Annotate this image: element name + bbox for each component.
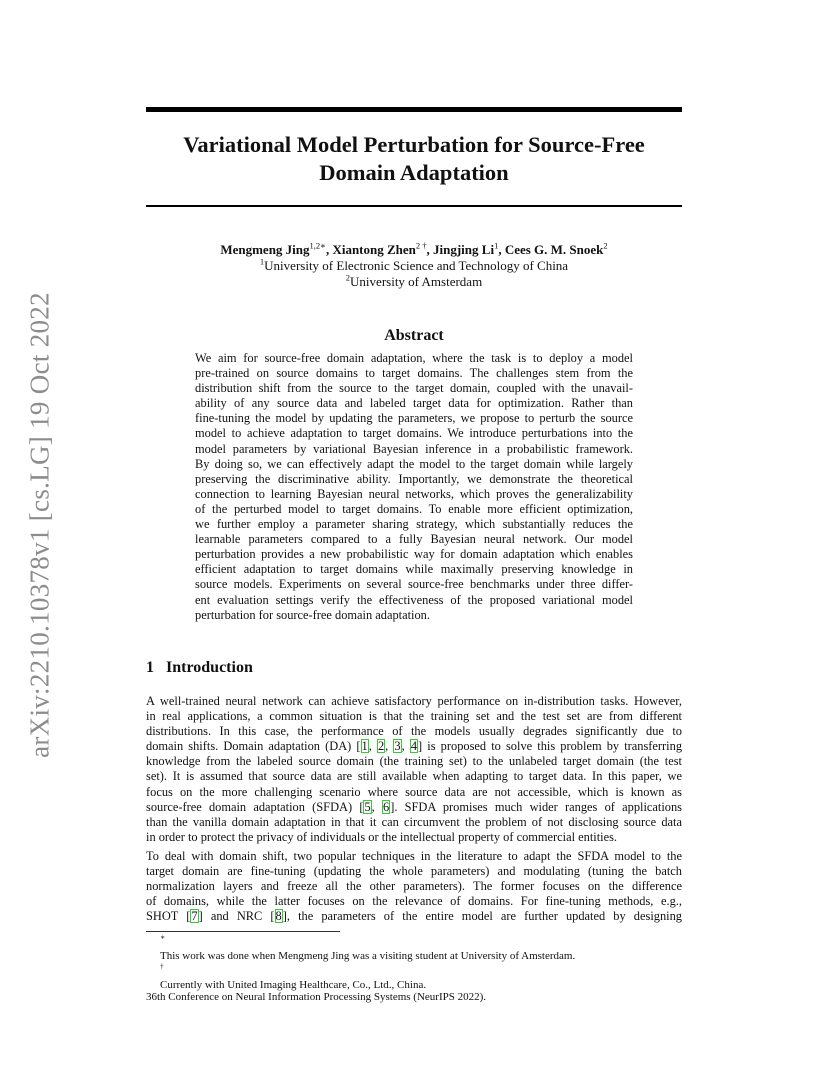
arxiv-stamp xyxy=(20,290,60,760)
title-top-rule xyxy=(146,107,682,112)
abstract-line: By doing so, we can effectively adapt the model to the target domain while largely xyxy=(195,456,633,471)
abstract-line: model to achieve adaptation to target domains. We introduce perturbations into the xyxy=(195,426,633,441)
section-heading xyxy=(146,659,253,677)
footnotes xyxy=(160,934,575,992)
abstract-line: pre-trained on source domains to target domains. The challenges stem from the xyxy=(195,366,633,381)
author-3-affil: 1 xyxy=(494,240,499,251)
text-line: domain shifts. Domain adaptation (DA) [1, 2, 3, 4] is proposed to solve this problem by transferring xyxy=(146,739,683,754)
citation-link[interactable]: 3 xyxy=(394,739,401,754)
citation-link[interactable]: 2 xyxy=(377,739,385,754)
abstract-line: learnable parameters compared to a fully Bayesian neural network. Our model xyxy=(195,532,633,547)
abstract-heading: Abstract xyxy=(384,327,444,344)
abstract-line: distribution shift from the source to the target domain, coupled with the unavail- xyxy=(195,381,633,396)
text-line: normalization layers and freeze all the other parameters). The former focuses on the difference xyxy=(146,879,682,894)
text-line: than the vanilla domain adaptation in that it can circumvent the problem of not disclosing source data xyxy=(146,814,682,829)
author-4-affil: 2 xyxy=(603,240,608,251)
abstract-line: efficient adaptation to target domains while maximally preserving knowledge in xyxy=(195,562,633,577)
footnote-rule xyxy=(146,931,340,932)
section-number: 1 xyxy=(146,659,154,676)
affiliation-2: $^2$University of Amsterdam xyxy=(345,272,483,289)
author-4: Cees G. M. Snoek xyxy=(504,242,604,257)
intro-paragraph-2 xyxy=(146,849,682,924)
author-1: Mengmeng Jing xyxy=(220,242,310,257)
citation-link[interactable]: 5 xyxy=(364,799,371,814)
abstract-line: perturbation provides a new probabilistic way for domain adaptation which enables xyxy=(195,547,633,562)
abstract-line: ability of any source data and labeled target data for optimization. Rather than xyxy=(195,396,633,411)
conference-note: 36th Conference on Neural Information Processing Systems (NeurIPS 2022). xyxy=(146,991,487,1003)
text-line: distributions. In this case, the performance of the models usually degrades significantly due to xyxy=(146,724,682,739)
author-2: Xiantong Zhen xyxy=(332,242,416,257)
title-line-2: Domain Adaptation xyxy=(319,160,509,185)
text-line: target domain are fine-tuning (updating the whole parameters) and modulating (tuning the batch xyxy=(146,864,682,879)
title-bottom-rule xyxy=(146,205,682,207)
author-names: Mengmeng Jing$^{1,2∗}$, Xiantong Zhen$^{2 \dagger}$, Jingjing Li$^1$, Cees G. M. Snoek$^2$ xyxy=(220,240,608,257)
citation-link[interactable]: 1 xyxy=(361,739,368,754)
text-line: focus on the more challenging scenario where source data are not accessible, which is known as xyxy=(146,784,682,799)
author-2-affil: 2 † xyxy=(415,240,427,251)
text-line: A well-trained neural network can achieve satisfactory performance on in-distribution tasks. However, xyxy=(146,694,682,708)
abstract-line: connection to learning Bayesian neural networks, which proves the generalizability xyxy=(195,486,633,501)
citation-link[interactable]: 8 xyxy=(275,909,282,924)
citation-link[interactable]: 7 xyxy=(191,909,198,924)
title-line-1: Variational Model Perturbation for Source-Free xyxy=(183,132,645,157)
abstract-line: of the perturbed model to target domains. To enable more efficient optimization, xyxy=(195,501,633,516)
author-1-mark: ∗ xyxy=(320,240,326,251)
paper-title xyxy=(146,131,682,187)
text-line: To deal with domain shift, two popular techniques in the literature to adapt the SFDA model to the xyxy=(146,849,682,863)
text-line: of domains, while the latter focuses on the relevance of domains. For fine-tuning methods, e.g., xyxy=(146,894,682,909)
abstract-line: we further employ a parameter sharing strategy, which substantially reduces the xyxy=(195,517,633,532)
abstract-line: source models. Experiments on several source-free benchmarks under three differ- xyxy=(195,577,633,592)
arxiv-id: arXiv:2210.10378v1 [cs.LG] 19 Oct 2022 xyxy=(24,292,55,758)
author-1-affil: 1,2 xyxy=(309,240,321,251)
footnote-1: ∗ This work was done when Mengmeng Jing was a visiting student at University of Amsterdam. xyxy=(160,932,576,962)
citation-link[interactable]: 4 xyxy=(410,739,418,754)
text-line: in real applications, a common situation is that the training set and the test set are from different xyxy=(146,709,682,724)
abstract-line: preserving the discriminative ability. Importantly, we demonstrate the theoretical xyxy=(195,471,633,486)
text-line: source-free domain adaptation (SFDA) [5, 6]. SFDA promises much wider ranges of applications xyxy=(146,799,682,814)
affiliation-1: $^1$University of Electronic Science and Technology of China xyxy=(259,256,569,273)
text-line: SHOT [7] and NRC [8], the parameters of the entire model are further updated by designing xyxy=(146,909,682,924)
abstract-body xyxy=(195,351,633,623)
author-block xyxy=(146,242,682,290)
abstract-line: ent evaluation settings verify the effectiveness of the proposed variational model xyxy=(195,592,633,607)
author-3: Jingjing Li xyxy=(433,242,495,257)
text-line: set). It is assumed that source data are still available when adapting to target data. In this paper, we xyxy=(146,769,682,784)
footnote-2: † Currently with United Imaging Healthcare, Co., Ltd., China. xyxy=(160,961,427,991)
text-line: knowledge from the labeled source domain (the training set) to the unlabeled target domain (the test xyxy=(146,754,682,769)
citation-link[interactable]: 6 xyxy=(382,799,390,814)
intro-paragraph-1 xyxy=(146,694,682,845)
abstract-line: fine-tuning the model by updating the parameters, we propose to perturb the source xyxy=(195,411,633,426)
text-line: in order to protect the privacy of individuals or the intellectual property of commercial entities. xyxy=(146,829,618,844)
abstract-line: We aim for source-free domain adaptation, where the task is to deploy a model xyxy=(195,351,633,365)
section-title: Introduction xyxy=(166,659,253,676)
abstract-line: model parameters by variational Bayesian inference in a probabilistic framework. xyxy=(195,441,633,456)
abstract-line: perturbation for source-free domain adaptation. xyxy=(195,607,430,622)
